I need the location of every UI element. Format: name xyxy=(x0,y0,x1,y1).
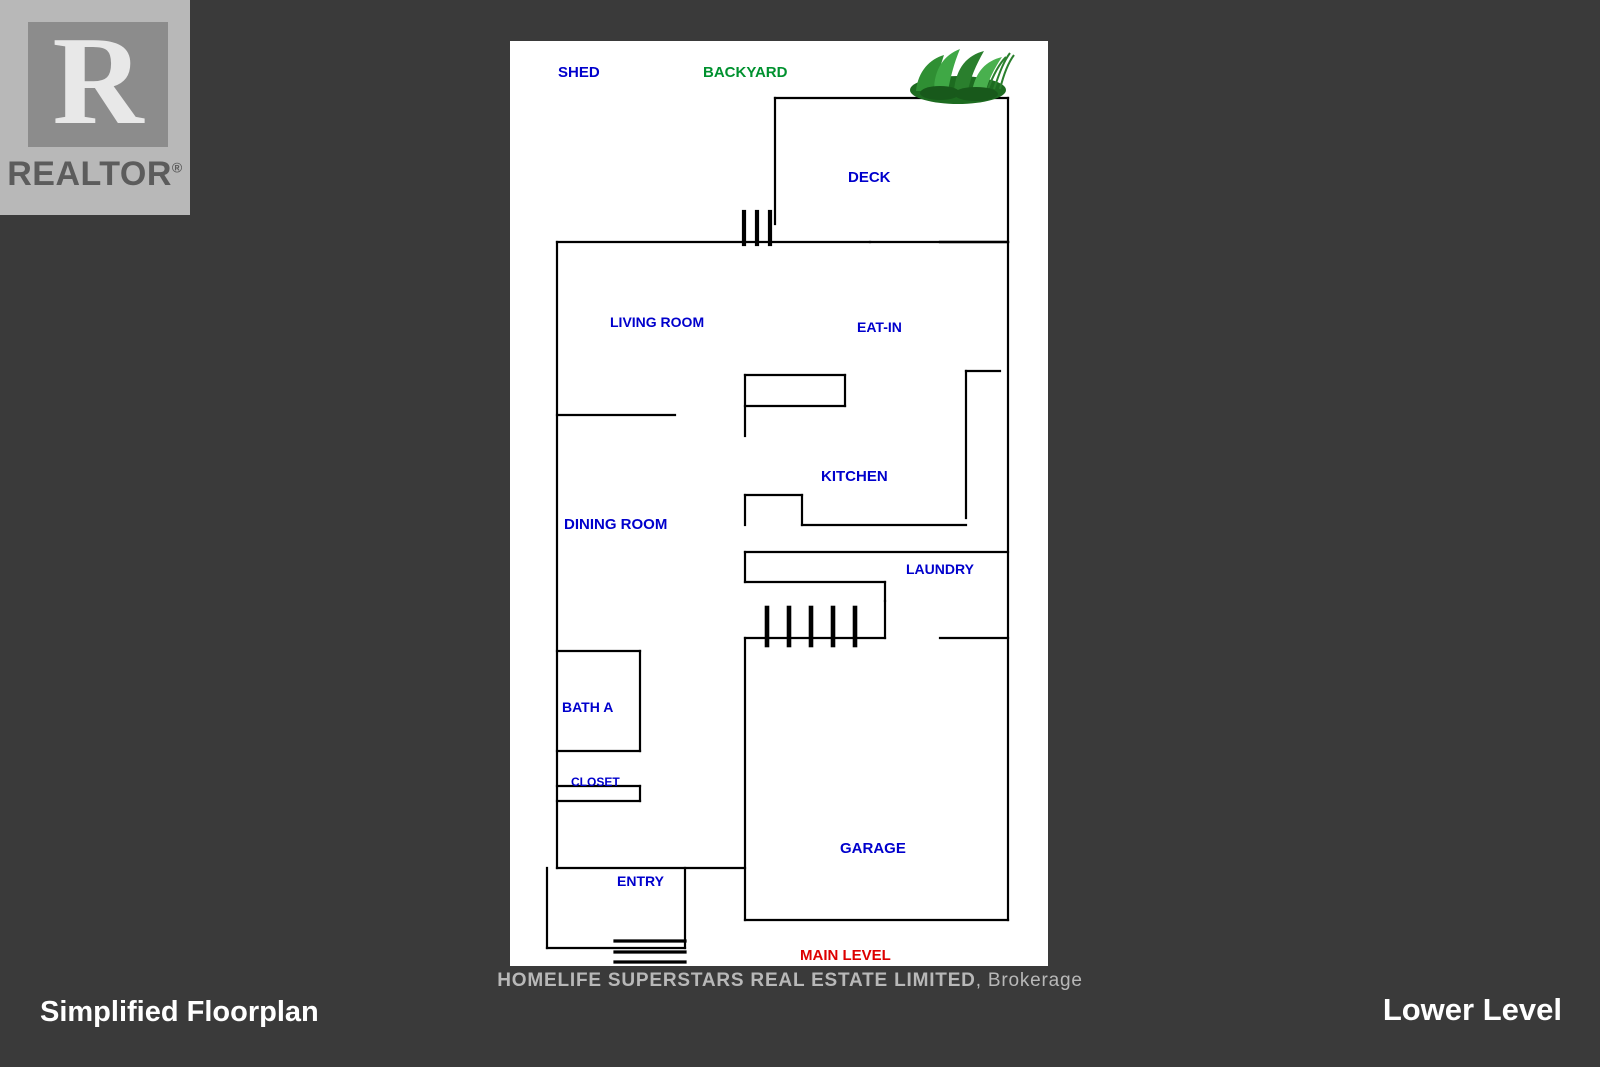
room-label-shed: SHED xyxy=(558,64,600,81)
realtor-word: REALTOR xyxy=(7,155,172,193)
shrub-icon xyxy=(910,49,1014,104)
realtor-logo xyxy=(0,0,190,215)
brokerage-suffix: , Brokerage xyxy=(975,970,1083,991)
realtor-r-letter: R xyxy=(52,12,144,151)
caption-simplified-floorplan: Simplified Floorplan xyxy=(40,996,319,1028)
realtor-logo-text xyxy=(0,155,190,194)
room-label-kitchen: KITCHEN xyxy=(821,468,888,485)
level-label: MAIN LEVEL xyxy=(800,947,891,964)
room-label-entry: ENTRY xyxy=(617,873,664,889)
room-label-eat-in: EAT-IN xyxy=(857,319,902,335)
caption-lower-level: Lower Level xyxy=(1382,992,1562,1027)
room-label-closet: CLOSET xyxy=(571,775,620,789)
floorplan-drawing xyxy=(510,41,1048,966)
brokerage-watermark xyxy=(470,970,1110,992)
room-label-dining-room: DINING ROOM xyxy=(564,516,668,533)
room-label-garage: GARAGE xyxy=(840,840,906,857)
brokerage-name: HOMELIFE SUPERSTARS REAL ESTATE LIMITED xyxy=(497,970,976,991)
floorplan-sheet xyxy=(510,41,1048,966)
room-label-backyard: BACKYARD xyxy=(703,64,788,81)
room-label-living-room: LIVING ROOM xyxy=(610,314,705,330)
room-label-deck: DECK xyxy=(848,169,891,186)
registered-mark: ® xyxy=(171,159,183,176)
room-label-bath-a: BATH A xyxy=(562,699,614,715)
room-label-laundry: LAUNDRY xyxy=(906,561,974,577)
